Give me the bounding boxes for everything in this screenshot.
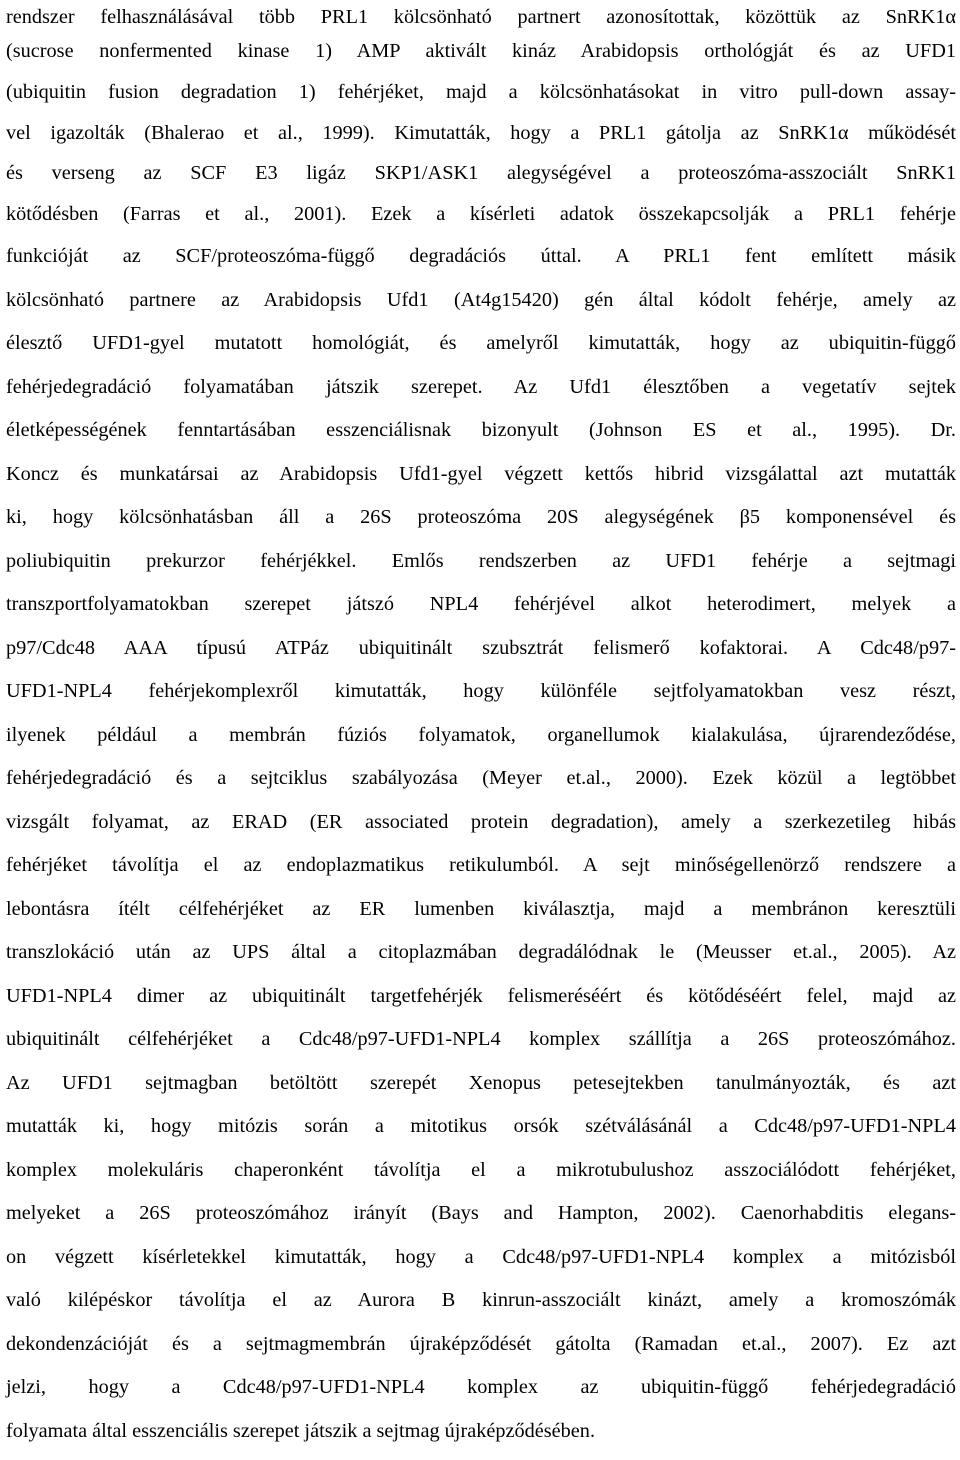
text-line-5: és verseng az SCF E3 ligáz SKP1/ASK1 alegységével a proteoszóma-asszociált SnRK1 bbox=[6, 162, 956, 184]
text-line-2: (sucrose nonfermented kinase 1) AMP aktivált kináz Arabidopsis orthológját és az UFD1 bbox=[6, 40, 956, 62]
text-line-4: vel igazolták (Bhalerao et al., 1999). Kimutatták, hogy a PRL1 gátolja az SnRK1α működését bbox=[6, 122, 956, 144]
text-line-3: (ubiquitin fusion degradation 1) fehérjéket, majd a kölcsönhatásokat in vitro pull-down assay- bbox=[6, 81, 956, 103]
text-line-7: funkcióját az SCF/proteoszóma-függő degradációs úttal. A PRL1 fent említett másik bbox=[6, 245, 956, 267]
text-line-16: p97/Cdc48 AAA típusú ATPáz ubiquitinált szubsztrát felismerő kofaktorai. A Cdc48/p97- bbox=[6, 637, 956, 659]
text-line-21: fehérjéket távolítja el az endoplazmatikus retikulumból. A sejt minőségellenörző rendszere a bbox=[6, 854, 956, 876]
text-line-12: Koncz és munkatársai az Arabidopsis Ufd1-gyel végzett kettős hibrid vizsgálattal azt mutatták bbox=[6, 463, 956, 485]
text-line-27: mutatták ki, hogy mitózis során a mitotikus orsók szétválásánál a Cdc48/p97-UFD1-NPL4 bbox=[6, 1115, 956, 1137]
text-line-13: ki, hogy kölcsönhatásban áll a 26S proteoszóma 20S alegységének β5 komponensével és bbox=[6, 506, 956, 528]
text-line-11: életképességének fenntartásában esszenciálisnak bizonyult (Johnson ES et al., 1995). Dr. bbox=[6, 419, 956, 441]
text-line-6: kötődésben (Farras et al., 2001). Ezek a kísérleti adatok összekapcsolják a PRL1 fehérje bbox=[6, 203, 956, 225]
text-line-32: dekondenzációját és a sejtmagmembrán újraképződését gátolta (Ramadan et.al., 2007). Ez azt bbox=[6, 1333, 956, 1355]
text-line-14: poliubiquitin prekurzor fehérjékkel. Emlős rendszerben az UFD1 fehérje a sejtmagi bbox=[6, 550, 956, 572]
text-line-15: transzportfolyamatokban szerepet játszó NPL4 fehérjével alkot heterodimert, melyek a bbox=[6, 593, 956, 615]
text-line-9: élesztő UFD1-gyel mutatott homológiát, és amelyről kimutatták, hogy az ubiquitin-függő bbox=[6, 332, 956, 354]
text-line-33: jelzi, hogy a Cdc48/p97-UFD1-NPL4 komplex az ubiquitin-függő fehérjedegradáció bbox=[6, 1376, 956, 1398]
text-line-22: lebontásra ítélt célfehérjéket az ER lumenben kiválasztja, majd a membránon keresztüli bbox=[6, 898, 956, 920]
text-line-29: melyeket a 26S proteoszómához irányít (Bays and Hampton, 2002). Caenorhabditis elegans- bbox=[6, 1202, 956, 1224]
text-line-10: fehérjedegradáció folyamatában játszik szerepet. Az Ufd1 élesztőben a vegetatív sejtek bbox=[6, 376, 956, 398]
text-line-26: Az UFD1 sejtmagban betöltött szerepét Xenopus petesejtekben tanulmányozták, és azt bbox=[6, 1072, 956, 1094]
text-line-23: transzlokáció után az UPS által a citoplazmában degradálódnak le (Meusser et.al., 2005). Az bbox=[6, 941, 956, 963]
document-page bbox=[6, 0, 956, 1460]
text-line-31: való kilépéskor távolítja el az Aurora B kinrun-asszociált kinázt, amely a kromoszómák bbox=[6, 1289, 956, 1311]
text-line-28: komplex molekuláris chaperonként távolítja el a mikrotubulushoz asszociálódott fehérjéket, bbox=[6, 1159, 956, 1181]
text-line-34: folyamata által esszenciális szerepet játszik a sejtmag újraképződésében. bbox=[6, 1420, 596, 1442]
text-line-17: UFD1-NPL4 fehérjekomplexről kimutatták, hogy különféle sejtfolyamatokban vesz részt, bbox=[6, 680, 956, 702]
text-line-1: rendszer felhasználásával több PRL1 kölcsönható partnert azonosítottak, közöttük az SnRK1α bbox=[6, 6, 956, 28]
text-line-24: UFD1-NPL4 dimer az ubiquitinált targetfehérjék felismeréséért és kötődéséért felel, majd az bbox=[6, 985, 956, 1007]
text-line-30: on végzett kísérletekkel kimutatták, hogy a Cdc48/p97-UFD1-NPL4 komplex a mitózisból bbox=[6, 1246, 956, 1268]
text-line-20: vizsgált folyamat, az ERAD (ER associated protein degradation), amely a szerkezetileg hibás bbox=[6, 811, 956, 833]
text-line-18: ilyenek például a membrán fúziós folyamatok, organellumok kialakulása, újrarendeződése, bbox=[6, 724, 956, 746]
text-line-25: ubiquitinált célfehérjéket a Cdc48/p97-UFD1-NPL4 komplex szállítja a 26S proteoszómához. bbox=[6, 1028, 956, 1050]
text-line-19: fehérjedegradáció és a sejtciklus szabályozása (Meyer et.al., 2000). Ezek közül a legtöbbet bbox=[6, 767, 956, 789]
text-line-8: kölcsönható partnere az Arabidopsis Ufd1 (At4g15420) gén által kódolt fehérje, amely az bbox=[6, 289, 956, 311]
